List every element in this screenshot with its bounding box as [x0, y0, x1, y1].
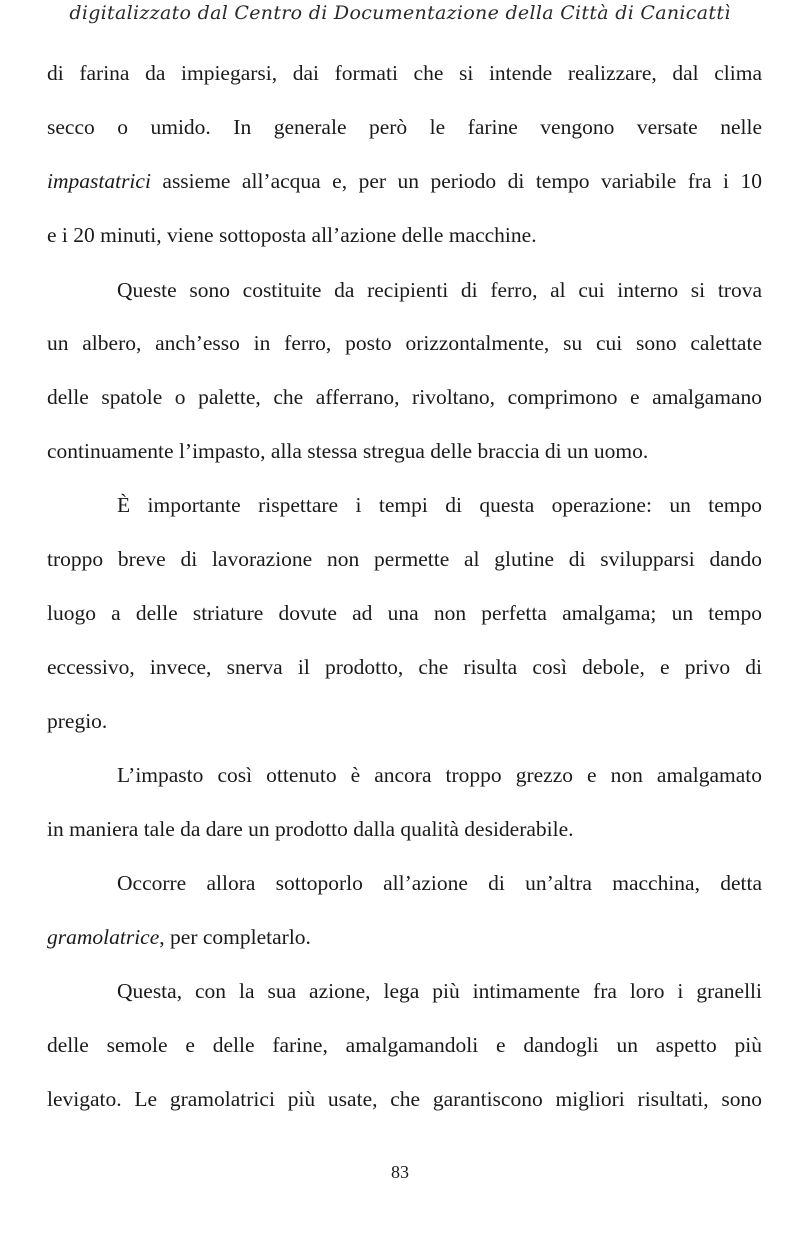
- text-line: delle semole e delle farine, amalgamandoli e dandogli un aspetto più: [47, 1033, 762, 1057]
- emphasized-term: gramolatrice: [47, 925, 160, 949]
- text-line: levigato. Le gramolatrici più usate, che garantiscono migliori risultati, sono: [47, 1087, 762, 1111]
- text-line: Questa, con la sua azione, lega più intimamente fra loro i granelli: [117, 979, 762, 1003]
- text-line: Queste sono costituite da recipienti di ferro, al cui interno si trova: [117, 278, 762, 302]
- emphasized-term: impastatrici: [47, 169, 151, 193]
- text-line: pregio.: [47, 709, 108, 733]
- page-number: 83: [391, 1162, 409, 1182]
- text-line: in maniera tale da dare un prodotto dalla qualità desiderabile.: [47, 817, 574, 841]
- text-line: Occorre allora sottoporlo all’azione di un’altra macchina, detta: [117, 871, 762, 895]
- text-line: eccessivo, invece, snerva il prodotto, che risulta così debole, e privo di: [47, 655, 762, 679]
- text-line: di farina da impiegarsi, dai formati che si intende realizzare, dal clima: [47, 61, 762, 85]
- text-line: e i 20 minuti, viene sottoposta all’azione delle macchine.: [47, 223, 537, 247]
- text-line: troppo breve di lavorazione non permette al glutine di svilupparsi dando: [47, 547, 762, 571]
- text-line: secco o umido. In generale però le farine vengono versate nelle: [47, 115, 762, 139]
- digitization-watermark: digitalizzato dal Centro di Documentazione della Città di Canicattì: [69, 2, 731, 24]
- text-line: gramolatrice, per completarlo.: [47, 925, 311, 949]
- text-line: L’impasto così ottenuto è ancora troppo grezzo e non amalgamato: [117, 763, 762, 787]
- text-line: continuamente l’impasto, alla stessa stregua delle braccia di un uomo.: [47, 439, 649, 463]
- text-line: delle spatole o palette, che afferrano, rivoltano, comprimono e amalgamano: [47, 385, 762, 409]
- text-line: luogo a delle striature dovute ad una non perfetta amalgama; un tempo: [47, 601, 762, 625]
- text-line: È importante rispettare i tempi di questa operazione: un tempo: [117, 493, 762, 517]
- text-line: impastatrici assieme all’acqua e, per un periodo di tempo variabile fra i 10: [47, 169, 762, 193]
- text-line: un albero, anch’esso in ferro, posto orizzontalmente, su cui sono calettate: [47, 331, 762, 355]
